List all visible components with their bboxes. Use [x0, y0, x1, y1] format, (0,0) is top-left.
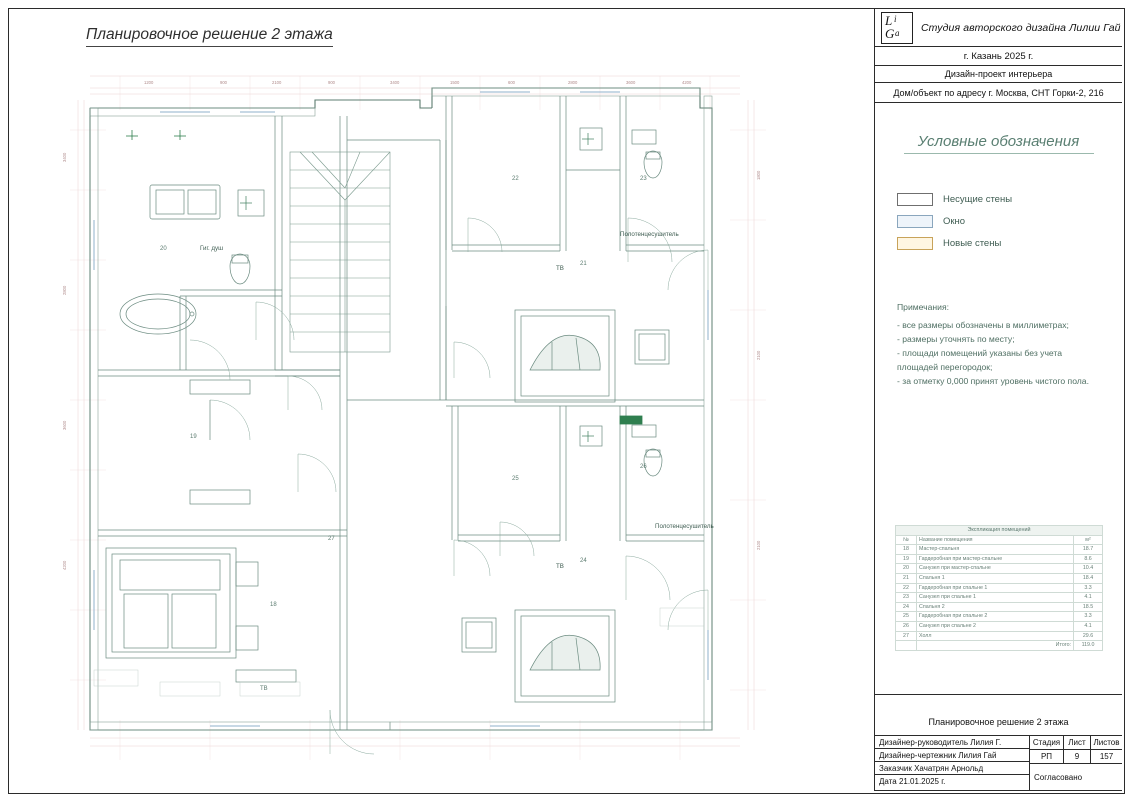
cell-name: Спальня 2 [917, 602, 1074, 612]
svg-text:1800: 1800 [756, 170, 761, 180]
legend-swatch-window [897, 215, 933, 228]
explication-header-row [896, 535, 1103, 545]
legend-title: Условные обозначения [904, 133, 1094, 154]
cell-num [896, 641, 917, 651]
studio-header [875, 9, 1122, 47]
svg-text:26: 26 [640, 464, 647, 470]
table-row [896, 583, 1103, 593]
note-line: - все размеры обозначены в миллиметрах; [897, 320, 1069, 330]
stamp-columns [1030, 736, 1122, 750]
role-lead-designer: Дизайнер-руководитель Лилия Г. [875, 736, 1029, 749]
note-line: - за отметку 0,000 принят уровень чистого пола. [897, 376, 1089, 386]
explication-table [895, 525, 1103, 651]
svg-text:Полотенцесушитель: Полотенцесушитель [655, 523, 714, 530]
logo-letter-g: G [885, 25, 895, 41]
table-row [896, 631, 1103, 641]
svg-text:4200: 4200 [62, 560, 67, 570]
svg-text:3400: 3400 [62, 152, 67, 162]
table-row [896, 602, 1103, 612]
studio-name: Студия авторского дизайна Лилии Гай [921, 21, 1121, 34]
svg-text:ТВ: ТВ [556, 265, 564, 272]
cell-num: 23 [896, 593, 917, 603]
svg-text:22: 22 [512, 176, 519, 182]
approved-label: Согласовано [1034, 772, 1083, 782]
cell-num: 18 [896, 545, 917, 555]
sheet-name: Планировочное решение 2 этажа [875, 709, 1122, 736]
svg-text:1500: 1500 [450, 80, 460, 85]
role-date: Дата 21.01.2025 г. [879, 777, 946, 786]
cell-num: 25 [896, 612, 917, 622]
cell-num: 24 [896, 602, 917, 612]
note-line: - площади помещений указаны без учета площадей перегородок; [897, 348, 1063, 372]
legend-panel [875, 105, 1122, 695]
table-row [896, 554, 1103, 564]
cell-area: 3.3 [1074, 612, 1103, 622]
logo-letter-i: i [894, 13, 897, 24]
table-row [896, 545, 1103, 555]
stamp-values [1030, 750, 1122, 764]
table-row [896, 612, 1103, 622]
table-row [896, 621, 1103, 631]
floor-plan-drawing [60, 70, 860, 780]
value-sheets: 157 [1099, 752, 1114, 761]
table-row [896, 593, 1103, 603]
value-sheet: 9 [1064, 750, 1091, 763]
svg-text:19: 19 [190, 434, 197, 440]
cell-name: Гардеробная при спальне 2 [917, 612, 1074, 622]
svg-text:2800: 2800 [568, 80, 578, 85]
svg-text:2100: 2100 [756, 540, 761, 550]
cell-area: 29.6 [1074, 631, 1103, 641]
cell-name: Санузел при спальне 1 [917, 593, 1074, 603]
svg-text:3600: 3600 [626, 80, 636, 85]
role-draftsman: Дизайнер-чертежник Лилия Гай [875, 749, 1029, 762]
cell-name: Холл [917, 631, 1074, 641]
svg-text:1200: 1200 [144, 80, 154, 85]
cell-name: Гардеробная при спальне 1 [917, 583, 1074, 593]
col-stage: Стадия [1030, 736, 1064, 749]
svg-text:2100: 2100 [272, 80, 282, 85]
explication-header-num: № [896, 535, 917, 545]
cell-num: 22 [896, 583, 917, 593]
notes-block [897, 300, 1102, 388]
title-block [874, 9, 1122, 791]
cell-area: 8.6 [1074, 554, 1103, 564]
value-stage: РП [1030, 750, 1064, 763]
cell-area: 4.1 [1074, 593, 1103, 603]
notes-header: Примечания: [897, 302, 950, 312]
cell-num: 19 [896, 554, 917, 564]
svg-text:Полотенцесушитель: Полотенцесушитель [620, 231, 679, 238]
legend-item-new-walls [897, 232, 1122, 254]
legend-swatch-wall [897, 193, 933, 206]
svg-text:2100: 2100 [756, 350, 761, 360]
svg-text:18: 18 [270, 602, 277, 608]
cell-area: 3.3 [1074, 583, 1103, 593]
cell-num: 27 [896, 631, 917, 641]
cell-total-area: 119.0 [1074, 641, 1103, 651]
legend-label: Новые стены [943, 237, 1002, 249]
explication-title: Экспликация помещений [896, 526, 1103, 536]
svg-text:20: 20 [160, 246, 167, 252]
svg-text:ТВ: ТВ [556, 563, 564, 570]
role-client: Заказчик Хачатрян Арнольд [875, 762, 1029, 775]
cell-area: 18.4 [1074, 573, 1103, 583]
city-year: г. Казань 2025 г. [875, 47, 1122, 66]
cell-area: 18.5 [1074, 602, 1103, 612]
svg-text:25: 25 [512, 476, 519, 482]
svg-text:24: 24 [580, 558, 587, 564]
logo-letter-l: L [885, 12, 893, 28]
explication-header-name: Название помещения [917, 535, 1074, 545]
table-total-row [896, 641, 1103, 651]
svg-text:2800: 2800 [62, 285, 67, 295]
svg-text:900: 900 [220, 80, 227, 85]
svg-text:ТВ: ТВ [260, 686, 268, 692]
page-title: Планировочное решение 2 этажа [86, 26, 333, 47]
cell-name: Гардеробная при мастер-спальне [917, 554, 1074, 564]
studio-logo-icon [881, 12, 913, 44]
cell-name: Санузел при спальне 2 [917, 621, 1074, 631]
cell-area: 4.1 [1074, 621, 1103, 631]
cell-num: 26 [896, 621, 917, 631]
legend-items [897, 188, 1122, 254]
svg-text:23: 23 [640, 176, 647, 182]
svg-text:900: 900 [328, 80, 335, 85]
cell-name: Мастер-спальня [917, 545, 1074, 555]
col-sheet: Лист [1064, 736, 1091, 749]
title-stamp [875, 709, 1122, 791]
col-sheets: Листов [1093, 738, 1120, 747]
table-row [896, 564, 1103, 574]
logo-letter-a: a [895, 27, 900, 38]
stamp-grid [875, 736, 1122, 791]
project-type: Дизайн-проект интерьера [875, 66, 1122, 83]
svg-text:3600: 3600 [62, 420, 67, 430]
legend-item-window [897, 210, 1122, 232]
project-address: Дом/объект по адресу г. Москва, СНТ Горки-2, 216 [875, 83, 1122, 103]
stamp-roles [875, 736, 1030, 790]
cell-num: 21 [896, 573, 917, 583]
cell-area: 10.4 [1074, 564, 1103, 574]
stamp-sheet-info [1030, 736, 1122, 790]
svg-text:21: 21 [580, 261, 587, 267]
cell-area: 18.7 [1074, 545, 1103, 555]
svg-text:4200: 4200 [682, 80, 692, 85]
legend-label: Окно [943, 215, 966, 227]
explication-header-area: м² [1074, 535, 1103, 545]
cell-name: Спальня 1 [917, 573, 1074, 583]
legend-label: Несущие стены [943, 193, 1013, 205]
cell-name: Санузел при мастер-спальне [917, 564, 1074, 574]
legend-swatch-newwall [897, 237, 933, 250]
note-line: - размеры уточнять по месту; [897, 334, 1015, 344]
legend-item-load-bearing-walls [897, 188, 1122, 210]
table-row [896, 573, 1103, 583]
svg-text:600: 600 [508, 80, 515, 85]
svg-text:27: 27 [328, 536, 335, 542]
explication-title-row [896, 526, 1103, 536]
svg-text:Гиг. душ: Гиг. душ [200, 245, 224, 252]
cell-num: 20 [896, 564, 917, 574]
cell-total-label: Итого: [917, 641, 1074, 651]
svg-text:3400: 3400 [390, 80, 400, 85]
